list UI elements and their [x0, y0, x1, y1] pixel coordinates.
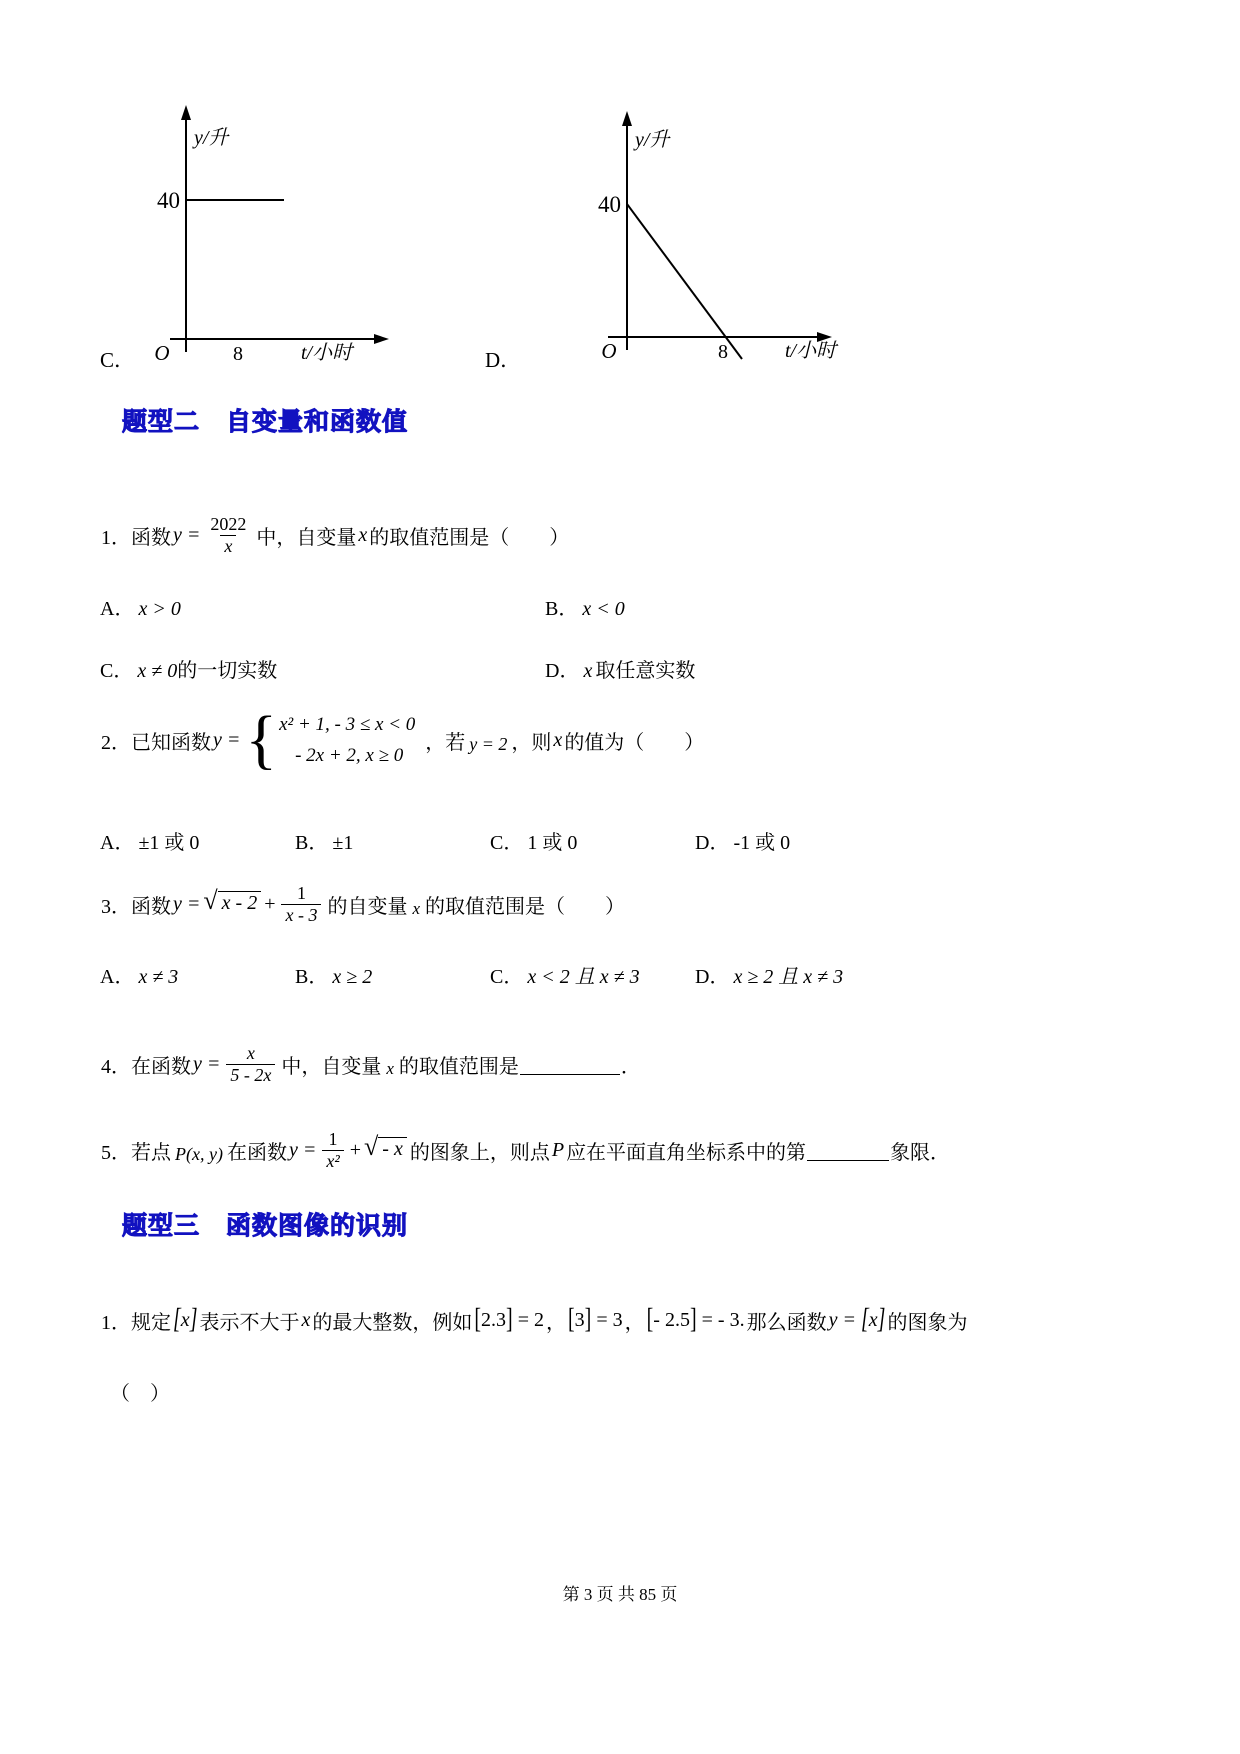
option-a-text: x ≠ 3 — [138, 966, 179, 988]
q2-piecewise-row1: x² + 1, - 3 ≤ x < 0 — [279, 713, 416, 735]
s2-question-1 — [100, 498, 570, 572]
option-a-label: A． — [100, 832, 135, 854]
option-c-math: x ≠ 0 — [137, 660, 178, 682]
s3-question-1 — [100, 1292, 968, 1348]
d-y-tick-label: 40 — [598, 192, 621, 217]
s2-question-5 — [100, 1116, 951, 1184]
q5-suffix: 应在平面直角坐标系中的第 — [566, 1141, 807, 1164]
q4-answer-blank — [520, 1054, 620, 1075]
q1-fraction — [206, 514, 250, 556]
q3-fraction-denominator: x - 3 — [281, 904, 321, 926]
q5-y-equals: y = — [288, 1138, 317, 1161]
d-y-axis-arrow-icon — [622, 111, 632, 126]
q3-middle: 的自变量 — [327, 895, 408, 918]
graph-d — [535, 92, 887, 368]
q1-variable: x — [358, 523, 368, 546]
option-c-text: x < 2 且 x ≠ 3 — [527, 966, 640, 988]
c-x-axis-arrow-icon — [374, 334, 389, 344]
q2-piecewise-row2: - 2x + 2, x ≥ 0 — [295, 745, 404, 766]
d-declining-segment — [627, 204, 742, 359]
q3-fraction-numerator: 1 — [296, 882, 306, 903]
s2-q3-option-b — [295, 960, 372, 989]
option-c-label: C． — [100, 660, 134, 682]
q2-variable: x — [553, 728, 563, 751]
option-c-label: C． — [490, 966, 524, 988]
q5-point: P(x, y) — [175, 1143, 223, 1164]
q2-prefix: 2．已知函数 — [101, 731, 211, 754]
s2-q3-option-c — [490, 960, 640, 989]
s2-q1-option-b — [545, 592, 625, 621]
q3-radical-sign: √ — [203, 886, 218, 915]
option-d-text: 取任意实数 — [595, 660, 696, 682]
s2-q1-option-a — [100, 592, 181, 621]
c-y-axis-arrow-icon — [181, 105, 191, 120]
q4-variable: x — [386, 1059, 394, 1078]
q5-plus: + — [349, 1138, 362, 1161]
q1-prefix: 1．函数 — [101, 526, 171, 549]
q3-variable: x — [412, 899, 421, 918]
option-b-text: ±1 — [332, 832, 354, 854]
q4-prefix: 4．在函数 — [101, 1055, 191, 1078]
s2-q1-option-d — [545, 654, 695, 683]
option-c-text: 1 或 0 — [527, 832, 578, 854]
s3q1-comma2: ， — [624, 1311, 645, 1334]
option-a-text: ±1 或 0 — [138, 832, 200, 854]
q5-radical-sign: √ — [364, 1132, 379, 1161]
q2-brace: { — [245, 702, 278, 776]
s3q1-example-2: [3] = 3 — [568, 1302, 623, 1335]
option-c-label: C． — [490, 832, 524, 854]
d-x-axis-label: t/小时 — [785, 340, 837, 362]
s2-q2-option-a — [100, 826, 199, 855]
s2-question-2 — [100, 694, 705, 786]
s2-q2-option-b — [295, 826, 353, 855]
graph-d-option-label: D． — [485, 348, 522, 372]
s3q1-prefix: 1．规定 — [101, 1311, 171, 1334]
section-2-heading: 题型二 自变量和函数值 — [122, 408, 409, 436]
q1-y-equals: y = — [173, 523, 201, 546]
s3q1-middle3: 那么函数 — [746, 1311, 827, 1334]
q5-fraction — [322, 1129, 343, 1171]
page-footer: 第 3 页 共 85 页 — [562, 1585, 678, 1604]
s2-q2-option-d — [695, 826, 790, 855]
q3-plus: + — [264, 892, 276, 915]
s2-q2-option-c — [490, 826, 577, 855]
q1-suffix: 的取值范围是（ ） — [369, 526, 570, 549]
d-x-tick-label: 8 — [718, 341, 728, 363]
c-y-axis-label: y/升 — [194, 127, 229, 149]
d-y-axis-label: y/升 — [635, 129, 670, 151]
graph-c-option-label: C． — [100, 348, 136, 372]
graph-c — [88, 96, 400, 368]
q3-fraction — [281, 883, 321, 925]
q4-fraction-denominator: 5 - 2x — [226, 1064, 275, 1086]
option-c-text: 的一切实数 — [177, 660, 278, 682]
option-d-text: -1 或 0 — [733, 832, 791, 854]
c-x-tick-label: 8 — [233, 343, 243, 365]
q3-y-equals: y = — [173, 892, 201, 915]
option-a-text: x > 0 — [138, 598, 181, 620]
option-d-label: D． — [695, 966, 730, 988]
option-b-label: B． — [545, 598, 579, 620]
q5-radical — [364, 1132, 407, 1163]
option-b-text: x < 0 — [582, 598, 625, 620]
q5-fraction-denominator: x² — [322, 1150, 343, 1172]
q4-y-equals: y = — [193, 1052, 221, 1075]
option-b-label: B． — [295, 832, 329, 854]
q1-middle: 中，自变量 — [256, 526, 357, 549]
c-x-axis-label: t/小时 — [301, 342, 353, 364]
q2-middle1: ，若 — [425, 731, 466, 754]
q2-condition: y = 2 — [469, 733, 508, 754]
q3-radical — [203, 886, 261, 917]
q3-prefix: 3．函数 — [101, 895, 171, 918]
s2-question-4 — [100, 1030, 642, 1098]
s2-q1-option-c — [100, 654, 277, 683]
s3q1-variable: x — [301, 1308, 311, 1331]
q5-point-var: P — [551, 1138, 565, 1161]
s3q1-example-3: [- 2.5] = - 3. — [646, 1302, 745, 1335]
q2-suffix: 的值为（ ） — [564, 731, 705, 754]
s3q1-middle1: 表示不大于 — [199, 1311, 300, 1334]
s3q1-answer-paren: （ ） — [110, 1382, 170, 1405]
q4-suffix: 的取值范围是 — [398, 1055, 519, 1078]
s3q1-middle2: 的最大整数，例如 — [312, 1311, 473, 1334]
q4-fraction — [226, 1043, 275, 1085]
option-d-math: x — [583, 660, 593, 682]
q5-answer-blank — [807, 1140, 889, 1161]
d-origin-label: O — [601, 339, 617, 363]
s2-question-3 — [100, 872, 626, 936]
option-b-text: x ≥ 2 — [332, 966, 373, 988]
s3q1-suffix: 的图象为 — [887, 1311, 968, 1334]
q5-middle1: 在函数 — [226, 1141, 287, 1164]
option-d-text: x ≥ 2 且 x ≠ 3 — [733, 966, 844, 988]
s2-q3-option-a — [100, 960, 178, 989]
q3-radicand: x - 2 — [218, 891, 262, 915]
q2-y-equals: y = — [213, 728, 241, 751]
option-b-label: B． — [295, 966, 329, 988]
option-a-label: A． — [100, 966, 135, 988]
q4-fraction-numerator: x — [246, 1042, 255, 1063]
q2-middle2: ，则 — [511, 731, 552, 754]
s3q1-function: y = [x] — [828, 1302, 886, 1335]
option-d-label: D． — [695, 832, 730, 854]
q4-middle: 中，自变量 — [281, 1055, 382, 1078]
option-a-label: A． — [100, 598, 135, 620]
q5-middle2: 的图象上，则点 — [409, 1141, 550, 1164]
s2-q3-option-d — [695, 960, 843, 989]
q2-piecewise — [279, 709, 415, 772]
s3q1-comma1: ， — [546, 1311, 566, 1334]
c-y-tick-label: 40 — [157, 188, 180, 213]
s3q1-example-1: [2.3] = 2 — [474, 1302, 544, 1335]
s3q1-bracket-x: [x] — [173, 1302, 198, 1335]
c-origin-label: O — [154, 341, 170, 365]
s3-q1-paren — [110, 1376, 170, 1406]
option-d-label: D． — [545, 660, 580, 682]
section-3-heading: 题型三 函数图像的识别 — [122, 1212, 409, 1240]
q5-end: 象限． — [890, 1141, 951, 1164]
q1-fraction-numerator: 2022 — [210, 513, 247, 534]
q3-suffix: 的取值范围是（ ） — [425, 895, 626, 918]
q1-fraction-denominator: x — [220, 535, 236, 557]
q5-fraction-numerator: 1 — [328, 1128, 338, 1149]
q4-period: ． — [620, 1055, 641, 1078]
q5-radicand: - x — [378, 1137, 407, 1161]
q5-prefix: 5．若点 — [101, 1141, 171, 1164]
